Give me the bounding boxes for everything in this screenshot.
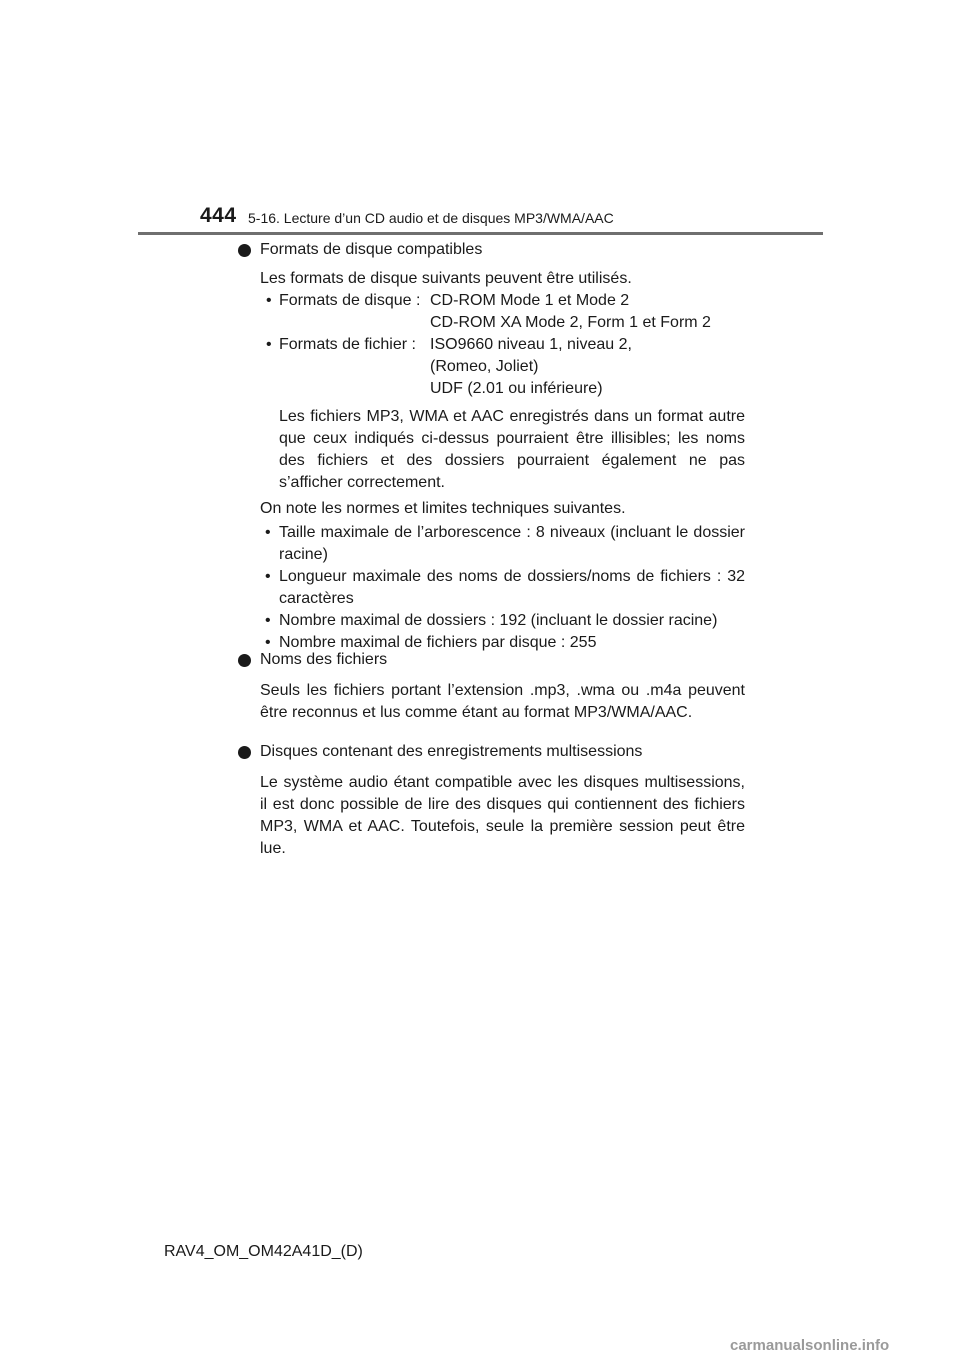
bullet-icon	[238, 746, 251, 759]
section-title: 5-16. Lecture d’un CD audio et de disques MP3/WMA/AAC	[248, 210, 614, 226]
section-heading-file-names	[238, 651, 387, 669]
limit-item	[265, 522, 745, 566]
section-heading-text: Formats de disque compatibles	[260, 241, 483, 258]
bullet-icon	[238, 244, 251, 257]
section-heading-text: Noms des fichiers	[260, 651, 388, 668]
limit-text: Nombre maximal de fichiers par disque : 255	[279, 634, 597, 651]
limit-item	[265, 610, 745, 632]
section-heading-multisession	[238, 743, 642, 761]
file-format-value: ISO9660 niveau 1, niveau 2,	[430, 336, 632, 353]
page-number: 444	[200, 204, 237, 227]
page-header	[0, 0, 960, 240]
disc-formats-label: Formats de disque :	[279, 292, 421, 309]
file-names-body: Seuls les fichiers portant l’extension .mp3, .wma ou .m4a peuvent être reconnus et lus comme étant au format MP3/WMA/AAC.	[260, 682, 745, 721]
limit-item	[265, 566, 745, 610]
compatibility-note: Les fichiers MP3, WMA et AAC enregistrés dans un format autre que ceux indiqués ci-dessus pourraient être illisibles; les noms des fichiers et des dossiers pourraient également ne pas s’afficher correctement.	[279, 408, 745, 491]
limit-text: Longueur maximale des noms de dossiers/noms de fichiers : 32 caractères	[279, 568, 745, 607]
document-id: RAV4_OM_OM42A41D_(D)	[164, 1243, 363, 1260]
watermark: carmanualsonline.info	[730, 1337, 890, 1354]
limit-text: Nombre maximal de dossiers : 192 (incluant le dossier racine)	[279, 612, 718, 629]
limits-intro: On note les normes et limites techniques suivantes.	[260, 500, 626, 517]
disc-formats-bullet: •	[266, 292, 272, 309]
limit-text: Taille maximale de l’arborescence : 8 niveaux (incluant le dossier racine)	[279, 524, 745, 563]
disc-format-value: CD-ROM XA Mode 2, Form 1 et Form 2	[430, 314, 711, 331]
header-divider	[138, 232, 823, 235]
file-formats-label: Formats de fichier :	[279, 336, 416, 353]
bullet-dot-glyph: •	[265, 612, 271, 629]
section-heading-disc-formats	[238, 241, 482, 259]
section-heading-text: Disques contenant des enregistrements multisessions	[260, 743, 643, 760]
bullet-dot-glyph: •	[265, 568, 271, 585]
bullet-icon	[238, 654, 251, 667]
disc-format-value: CD-ROM Mode 1 et Mode 2	[430, 292, 630, 309]
bullet-dot-glyph: •	[265, 634, 271, 651]
file-formats-bullet: •	[266, 336, 272, 353]
file-format-value: (Romeo, Joliet)	[430, 358, 539, 375]
bullet-dot-glyph: •	[265, 524, 271, 541]
intro-text: Les formats de disque suivants peuvent être utilisés.	[260, 270, 632, 287]
file-format-value: UDF (2.01 ou inférieure)	[430, 380, 603, 397]
multisession-body: Le système audio étant compatible avec les disques multisessions, il est donc possible de lire des disques qui contiennent des fichiers MP3, WMA et AAC. Toutefois, seule la première session peut être lue.	[260, 774, 745, 857]
